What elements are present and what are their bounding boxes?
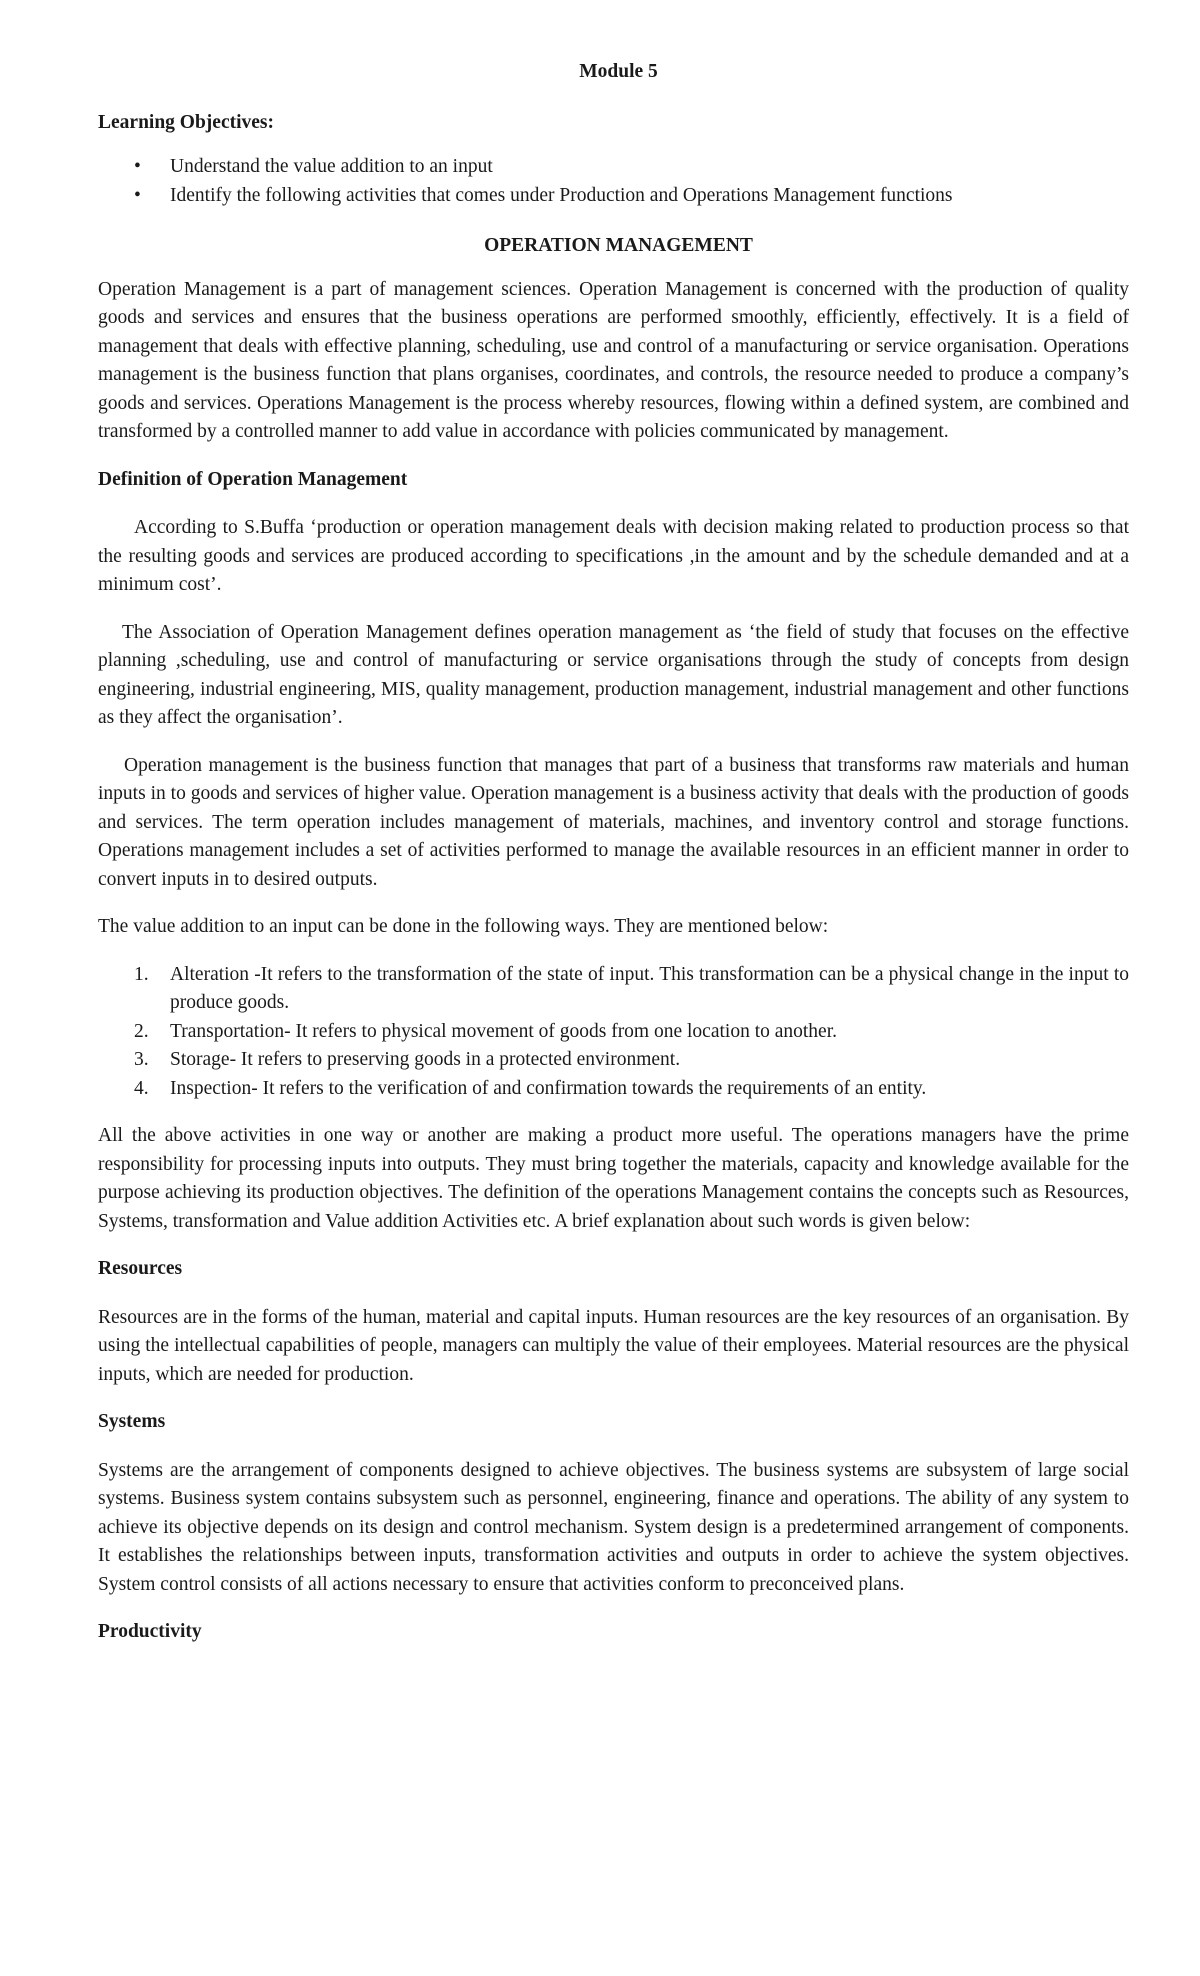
definition-paragraph: According to S.Buffa ‘production or operation management deals with decision making related to production process so that the resulting goods and services are produced according to specifications ,in the amount and by the schedule demanded and at a minimum cost’. — [98, 517, 1129, 595]
definition-paragraph: Operation management is the business function that manages that part of a business that transforms raw materials and human inputs in to goods and services of higher value. Operation management is a business activity that deals with the production of goods and services. The term operation includes management of materials, machines, and inventory control and storage functions. Operations management includes a set of activities performed to manage the available resources in an efficient manner in order to convert inputs in to desired outputs. — [98, 754, 1129, 890]
list-item-number: 2. — [134, 1020, 149, 1042]
systems-paragraph: Systems are the arrangement of components designed to achieve objectives. The business systems are subsystem of large social systems. Business system contains subsystem such as personnel, engineering, finance and operations. The ability of any system to achieve its objective depends on its design and control mechanism. System design is a predetermined arrangement of components. It establishes the relationships between inputs, transformation activities and outputs in order to achieve the system objectives. System control consists of all actions necessary to ensure that activities conform to preconceived plans. — [98, 1459, 1129, 1595]
list-item — [98, 1046, 1129, 1075]
value-addition-list — [98, 961, 1129, 1104]
list-item-number: 3. — [134, 1049, 149, 1070]
list-item-text: Understand the value addition to an input — [170, 156, 493, 177]
resources-paragraph: Resources are in the forms of the human, material and capital inputs. Human resources are the key resources of an organisation. By using the intellectual capabilities of people, managers can multiply the value of their employees. Material resources are the physical inputs, which are needed for production. — [98, 1306, 1129, 1385]
definition-paragraph: The Association of Operation Management defines operation management as ‘the field of study that focuses on the effective planning ,scheduling, use and control of manufacturing or service organisations through the study of concepts from design engineering, industrial engineering, MIS, quality management, production management, industrial management and other functions as they affect the organisation’. — [98, 621, 1129, 728]
bullet-icon: • — [134, 184, 141, 206]
intro-paragraph: Operation Management is a part of management sciences. Operation Management is concerned with the production of quality goods and services and ensures that the business operations are performed smoothly, efficiently, effectively. It is a field of management that deals with effective planning, scheduling, use and control of a manufacturing or service organisation. Operations management is the business function that plans organises, coordinates, and controls, the resource needed to produce a company’s goods and services. Operations Management is the process whereby resources, flowing within a defined system, are combined and transformed by a controlled manner to add value in accordance with policies communicated by management. — [98, 278, 1129, 442]
list-item-text: Transportation- It refers to physical movement of goods from one location to another. — [170, 1020, 838, 1042]
learning-objectives-heading: Learning Objectives: — [98, 111, 275, 133]
module-title: Module 5 — [579, 61, 658, 82]
systems-heading: Systems — [98, 1411, 166, 1432]
value-addition-intro: The value addition to an input can be done in the following ways. They are mentioned below: — [98, 916, 829, 937]
resources-heading: Resources — [98, 1258, 183, 1279]
list-item — [98, 182, 1129, 211]
page-content — [98, 58, 1129, 1667]
definition-heading: Definition of Operation Management — [98, 468, 408, 490]
learning-objectives-list — [98, 153, 1129, 210]
list-item-number: 1. — [134, 963, 149, 985]
list-item-text: Inspection- It refers to the verification of and confirmation towards the requirements of an entity. — [170, 1077, 927, 1099]
list-item-text: Alteration -It refers to the transformation of the state of input. This transformation can be a physical change in the input to produce goods. — [170, 963, 1129, 1013]
list-item-text: Storage- It refers to preserving goods in a protected environment. — [170, 1049, 681, 1070]
bullet-icon: • — [134, 156, 141, 177]
list-item — [98, 1075, 1129, 1104]
productivity-heading: Productivity — [98, 1621, 202, 1642]
list-item — [98, 1018, 1129, 1047]
list-item — [98, 153, 1129, 182]
list-item-text: Identify the following activities that comes under Production and Operations Management functions — [170, 184, 953, 206]
list-item-number: 4. — [134, 1077, 149, 1099]
section-title: OPERATION MANAGEMENT — [484, 235, 753, 256]
list-item — [98, 961, 1129, 1018]
value-addition-summary: All the above activities in one way or another are making a product more useful. The operations managers have the prime responsibility for processing inputs into outputs. They must bring together the materials, capacity and knowledge available for the purpose achieving its production objectives. The definition of the operations Management contains the concepts such as Resources, Systems, transformation and Value addition Activities etc. A brief explanation about such words is given below: — [98, 1125, 1129, 1232]
